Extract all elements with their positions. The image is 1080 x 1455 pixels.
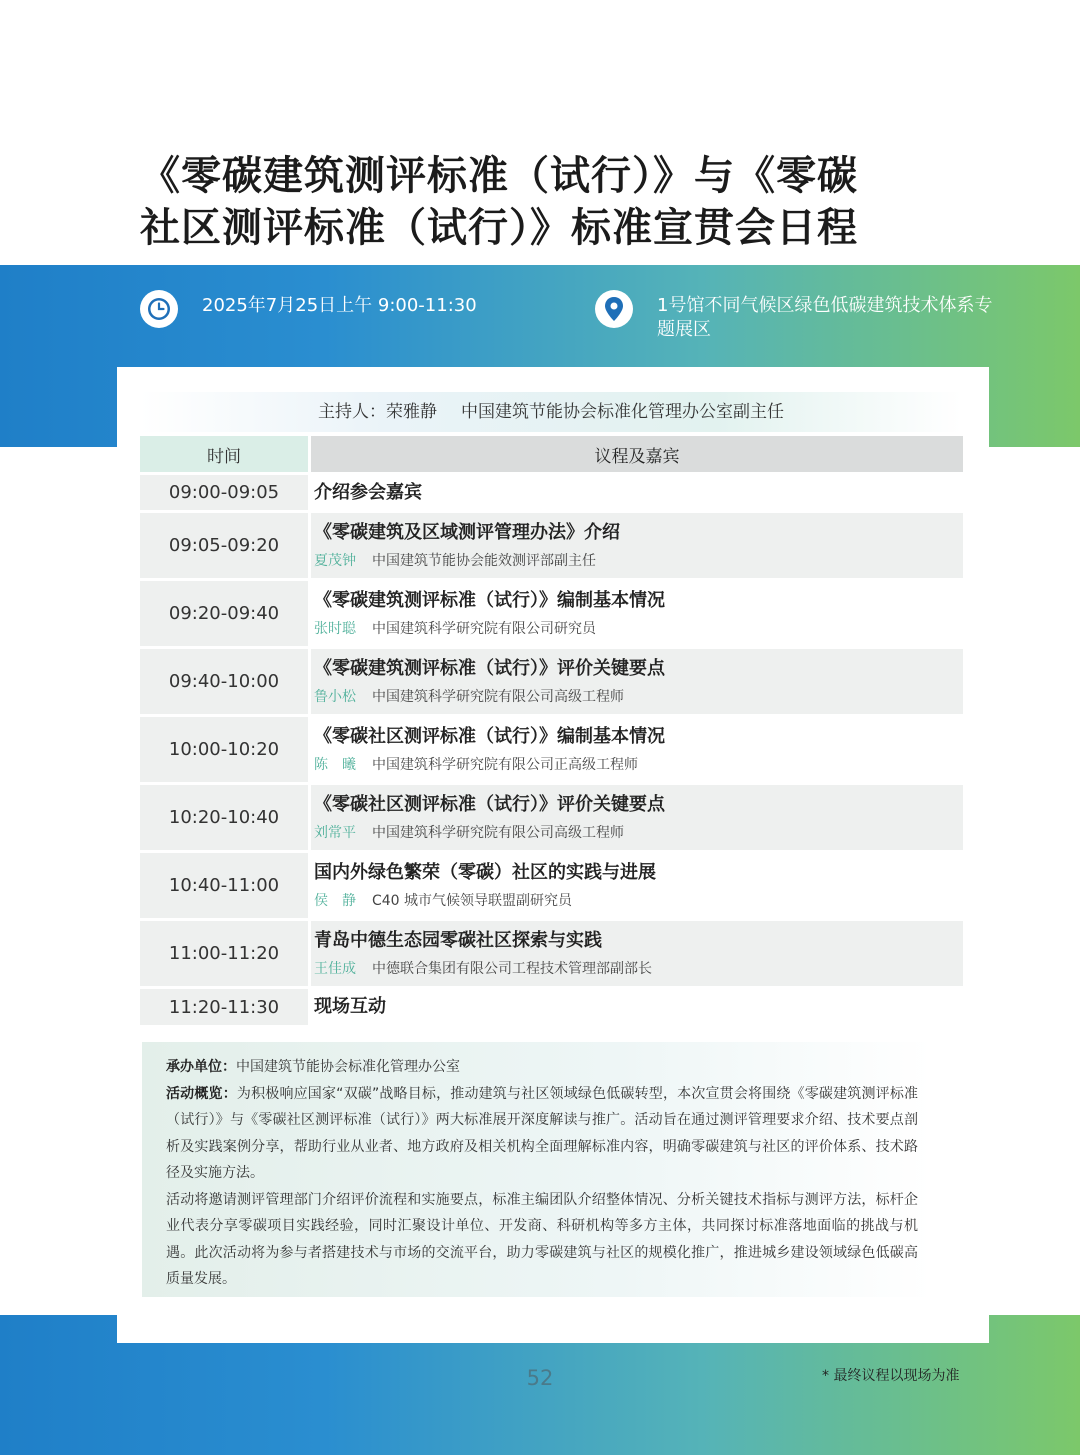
row-topic: 《零碳社区测评标准（试行）》评价关键要点 <box>314 793 665 815</box>
row-time: 11:20-11:30 <box>140 989 308 1025</box>
organizer-line <box>166 1054 918 1081</box>
row-speaker <box>314 754 963 776</box>
row-topic: 《零碳社区测评标准（试行）》编制基本情况 <box>314 725 665 747</box>
overview-text: 为积极响应国家“双碳”战略目标，推动建筑与社区领域绿色低碳转型，本次宣贯会将围绕《零碳建筑测评标准（试行）》与《零碳社区测评标准（试行）》两大标准展开深度解读与推广。活动旨在通过测评管理要求介绍、技术要点剖析及实践案例分享，帮助行业从业者、地方政府及相关机构全面理解标准内容，明确零碳建筑与社区的评价体系、技术路径及实施方法。 <box>166 1085 918 1181</box>
row-speaker <box>314 550 963 572</box>
table-row <box>140 717 963 782</box>
table-row <box>140 785 963 850</box>
event-location-text: 1号馆不同气候区绿色低碳建筑技术体系专题展区 <box>657 295 993 340</box>
table-row <box>140 649 963 714</box>
row-agenda <box>311 513 963 578</box>
table-row <box>140 475 963 510</box>
row-time: 09:05-09:20 <box>140 513 308 578</box>
page-title <box>140 150 960 254</box>
row-speaker <box>314 686 963 708</box>
header-time: 时间 <box>140 436 308 472</box>
location-pin-icon <box>595 290 633 328</box>
row-agenda <box>311 785 963 850</box>
row-agenda <box>311 989 963 1025</box>
speaker-affiliation: 中国建筑科学研究院有限公司正高级工程师 <box>372 756 638 773</box>
table-row <box>140 581 963 646</box>
page-number: 52 <box>526 1366 554 1390</box>
speaker-name: 王佳成 <box>314 960 356 977</box>
row-speaker <box>314 958 963 980</box>
organizer-label: 承办单位： <box>166 1059 236 1075</box>
overview-paragraph-2: 活动将邀请测评管理部门介绍评价流程和实施要点，标准主编团队介绍整体情况、分析关键技术指标与测评方法，标杆企业代表分享零碳项目实践经验，同时汇聚设计单位、开发商、科研机构等多方主体，共同探讨标准落地面临的挑战与机遇。此次活动将为参与者搭建技术与市场的交流平台，助力零碳建筑与社区的规模化推广，推进城乡建设领域绿色低碳高质量发展。 <box>166 1191 918 1287</box>
row-topic: 青岛中德生态园零碳社区探索与实践 <box>314 929 602 951</box>
host-title: 中国建筑节能协会标准化管理办公室副主任 <box>461 402 784 422</box>
header-agenda: 议程及嘉宾 <box>311 436 963 472</box>
speaker-name: 侯 静 <box>314 892 356 909</box>
host-label: 主持人： <box>318 402 386 422</box>
row-time: 10:20-10:40 <box>140 785 308 850</box>
table-row <box>140 921 963 986</box>
event-datetime-text: 2025年7月25日上午 9:00-11:30 <box>202 295 477 316</box>
page-title-line-2: 社区测评标准（试行）》标准宣贯会日程 <box>140 205 858 251</box>
event-datetime <box>140 290 477 328</box>
speaker-name: 鲁小松 <box>314 688 356 705</box>
row-topic: 《零碳建筑测评标准（试行）》评价关键要点 <box>314 657 665 679</box>
speaker-affiliation: 中国建筑节能协会能效测评部副主任 <box>372 552 596 569</box>
host-name: 荣雅静 <box>386 402 437 422</box>
speaker-affiliation: 中国建筑科学研究院有限公司高级工程师 <box>372 824 624 841</box>
event-description <box>142 1042 932 1297</box>
speaker-name: 刘常平 <box>314 824 356 841</box>
row-agenda <box>311 717 963 782</box>
speaker-affiliation: 中国建筑科学研究院有限公司研究员 <box>372 620 596 637</box>
organizer-name: 中国建筑节能协会标准化管理办公室 <box>236 1059 460 1075</box>
row-agenda <box>311 475 963 510</box>
speaker-affiliation: C40 城市气候领导联盟副研究员 <box>372 892 573 909</box>
row-agenda <box>311 649 963 714</box>
row-time: 10:40-11:00 <box>140 853 308 918</box>
speaker-name: 陈 曦 <box>314 756 356 773</box>
table-header-row <box>140 436 963 472</box>
row-time: 09:40-10:00 <box>140 649 308 714</box>
row-topic: 《零碳建筑及区域测评管理办法》介绍 <box>314 521 620 543</box>
clock-icon <box>140 290 178 328</box>
table-row <box>140 853 963 918</box>
page-title-line-1: 《零碳建筑测评标准（试行）》与《零碳 <box>140 153 858 199</box>
row-time: 09:20-09:40 <box>140 581 308 646</box>
speaker-affiliation: 中国建筑科学研究院有限公司高级工程师 <box>372 688 624 705</box>
overview-label: 活动概览： <box>166 1085 237 1102</box>
table-row <box>140 989 963 1025</box>
row-topic: 国内外绿色繁荣（零碳）社区的实践与进展 <box>314 861 656 883</box>
row-agenda <box>311 853 963 918</box>
event-location <box>595 290 1005 342</box>
row-time: 11:00-11:20 <box>140 921 308 986</box>
schedule-table <box>140 436 963 1028</box>
overview-paragraph <box>166 1081 918 1187</box>
speaker-name: 夏茂钟 <box>314 552 356 569</box>
table-row <box>140 513 963 578</box>
row-time: 10:00-10:20 <box>140 717 308 782</box>
host-bar <box>140 392 962 432</box>
row-speaker <box>314 822 963 844</box>
row-agenda <box>311 581 963 646</box>
row-time: 09:00-09:05 <box>140 475 308 510</box>
row-speaker <box>314 618 963 640</box>
row-agenda <box>311 921 963 986</box>
row-topic: 现场互动 <box>314 996 386 1017</box>
footnote: * 最终议程以现场为准 <box>822 1368 960 1384</box>
speaker-name: 张时聪 <box>314 620 356 637</box>
row-topic: 《零碳建筑测评标准（试行）》编制基本情况 <box>314 589 665 611</box>
row-topic: 介绍参会嘉宾 <box>314 481 422 503</box>
speaker-affiliation: 中德联合集团有限公司工程技术管理部副部长 <box>372 960 652 977</box>
row-speaker <box>314 890 963 912</box>
